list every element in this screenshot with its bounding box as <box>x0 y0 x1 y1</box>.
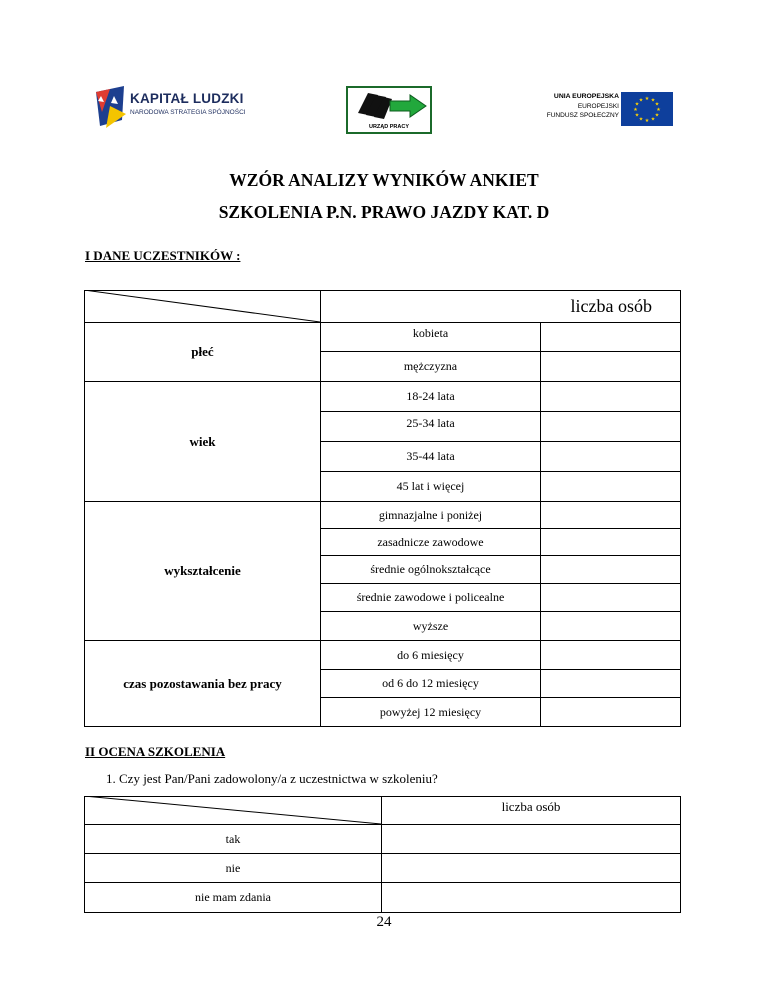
option-wyzsze: wyższe <box>412 618 449 633</box>
option-18-24: 18-24 lata <box>406 389 455 403</box>
urzad-pracy-label: URZĄD PRACY <box>368 124 410 130</box>
option-srednie-ogolne: średnie ogólnokształcące <box>370 562 491 576</box>
eu-flag-icon <box>621 92 673 126</box>
option-35-44: 35-44 lata <box>406 449 455 463</box>
answer-nie: nie <box>225 860 241 875</box>
svg-text:★: ★ <box>650 97 656 104</box>
urzad-pracy-logo <box>346 86 432 134</box>
option-powyzej-12: powyżej 12 miesięcy <box>379 704 482 719</box>
page-number: 24 <box>376 914 392 930</box>
eu-logo <box>543 88 677 128</box>
answer-tak: tak <box>225 831 241 846</box>
group-label-czas-bez-pracy: czas pozostawania bez pracy <box>123 675 282 691</box>
kapital-ludzki-emblem-icon <box>92 84 128 130</box>
satisfaction-table <box>84 796 681 913</box>
count-header-2: liczba osób <box>501 799 561 814</box>
group-label-wyksztalcenie: wykształcenie <box>164 563 241 578</box>
kapital-ludzki-title: KAPITAŁ LUDZKI <box>130 91 244 106</box>
document-title: WZÓR ANALIZY WYNIKÓW ANKIET <box>229 170 539 190</box>
svg-text:★: ★ <box>654 112 660 119</box>
question-1: 1. Czy jest Pan/Pani zadowolony/a z uczestnictwa w szkoleniu? <box>106 771 438 786</box>
kapital-ludzki-subtitle: NARODOWA STRATEGIA SPÓJNOŚCI <box>130 109 246 116</box>
option-kobieta: kobieta <box>412 326 449 340</box>
svg-text:★: ★ <box>638 97 644 104</box>
svg-text:★: ★ <box>634 112 640 119</box>
header-diagonal-2 <box>84 796 381 824</box>
section2-heading: II OCENA SZKOLENIA <box>85 744 226 759</box>
svg-text:★: ★ <box>654 101 660 108</box>
option-do-6: do 6 miesięcy <box>397 647 464 662</box>
group-label-plec: płeć <box>191 344 214 359</box>
option-zasadnicze: zasadnicze zawodowe <box>377 534 484 549</box>
option-25-34: 25-34 lata <box>406 416 455 430</box>
header-diagonal <box>84 290 320 322</box>
kapital-ludzki-logo <box>92 84 252 130</box>
svg-text:★: ★ <box>656 107 661 113</box>
eu-line1: UNIA EUROPEJSKA <box>553 93 619 100</box>
svg-text:★: ★ <box>650 116 656 123</box>
option-srednie-zawodowe: średnie zawodowe i policealne <box>356 590 505 604</box>
option-gimnazjalne: gimnazjalne i poniżej <box>378 507 483 522</box>
svg-text:★: ★ <box>644 96 650 102</box>
svg-text:★: ★ <box>638 116 644 123</box>
participants-table <box>84 290 681 727</box>
answer-nie-mam-zdania: nie mam zdania <box>195 890 271 904</box>
document-subtitle: SZKOLENIA P.N. PRAWO JAZDY KAT. D <box>218 202 550 222</box>
svg-text:★: ★ <box>644 118 650 124</box>
count-header: liczba osób <box>570 296 652 316</box>
svg-text:★: ★ <box>634 101 640 108</box>
option-mezczyzna: mężczyzna <box>403 359 458 373</box>
option-45-plus: 45 lat i więcej <box>396 479 465 493</box>
group-label-wiek: wiek <box>189 433 216 449</box>
section1-heading: I DANE UCZESTNIKÓW : <box>85 248 241 263</box>
option-6-12: od 6 do 12 miesięcy <box>382 676 479 690</box>
eu-line2: EUROPEJSKI <box>577 103 619 110</box>
eu-line3: FUNDUSZ SPOŁECZNY <box>546 112 619 119</box>
svg-text:★: ★ <box>633 107 638 113</box>
urzad-pracy-emblem-icon <box>348 89 430 123</box>
